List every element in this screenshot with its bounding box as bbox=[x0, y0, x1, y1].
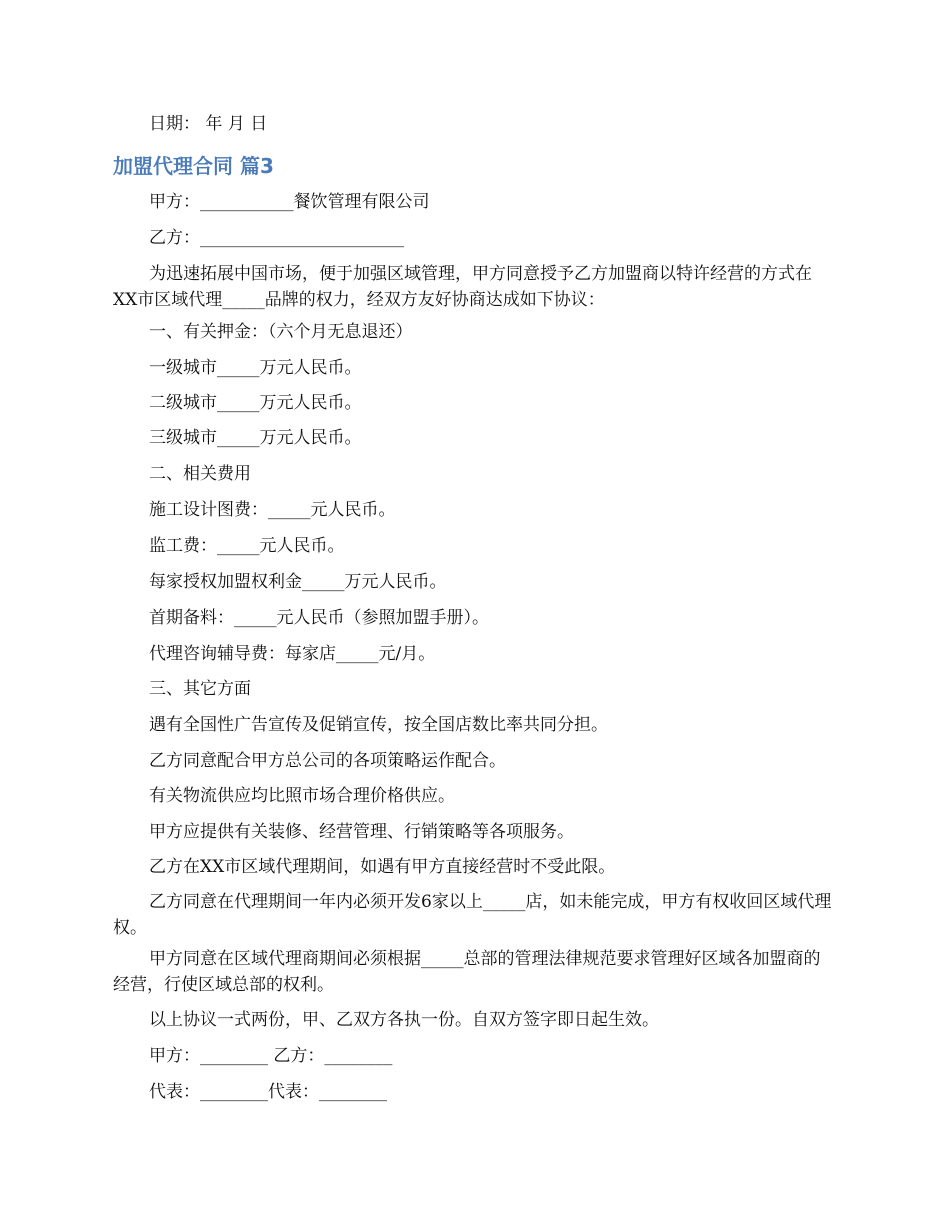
fees-title: 二、相关费用 bbox=[149, 464, 251, 484]
fee-item: 监工费：_____元人民币。 bbox=[149, 536, 345, 556]
date-line: 日期： 年 月 日 bbox=[149, 114, 268, 134]
intro-paragraph: 为迅速拓展中国市场，便于加强区域管理，甲方同意授予乙方加盟商以特许经营的方式在XX市区域代理_____品牌的权力，经双方友好协商达成如下协议： bbox=[113, 264, 812, 310]
deposit-title: 一、有关押金：（六个月无息退还） bbox=[149, 322, 413, 342]
deposit-item: 二级城市_____万元人民币。 bbox=[149, 393, 362, 413]
fee-item: 首期备料：_____元人民币（参照加盟手册）。 bbox=[149, 608, 489, 628]
fee-item: 代理咨询辅导费：每家店_____元/月。 bbox=[149, 644, 436, 664]
signature-parties-line: 甲方：________ 乙方：________ bbox=[149, 1046, 393, 1066]
other-item: 有关物流供应均比照市场合理价格供应。 bbox=[149, 786, 455, 806]
other-item: 乙方在XX市区域代理期间，如遇有甲方直接经营时不受此限。 bbox=[149, 857, 616, 877]
development-paragraph: 乙方同意在代理期间一年内必须开发6家以上_____店，如未能完成，甲方有权收回区域代理权。 bbox=[113, 892, 832, 938]
section-heading: 加盟代理合同 篇3 bbox=[113, 154, 274, 178]
deposit-item: 三级城市_____万元人民币。 bbox=[149, 428, 362, 448]
copies-line: 以上协议一式两份，甲、乙双方各执一份。自双方签字即日起生效。 bbox=[149, 1010, 659, 1030]
other-item: 遇有全国性广告宣传及促销宣传，按全国店数比率共同分担。 bbox=[149, 715, 608, 735]
other-title: 三、其它方面 bbox=[149, 679, 251, 699]
party-b-line: 乙方：________________________ bbox=[149, 228, 404, 248]
fee-item: 施工设计图费：_____元人民币。 bbox=[149, 500, 396, 520]
party-a-line: 甲方：___________餐饮管理有限公司 bbox=[149, 192, 430, 212]
fee-item: 每家授权加盟权利金_____万元人民币。 bbox=[149, 572, 447, 592]
other-item: 甲方应提供有关装修、经营管理、行销策略等各项服务。 bbox=[149, 822, 574, 842]
other-item: 乙方同意配合甲方总公司的各项策略运作配合。 bbox=[149, 751, 506, 771]
signature-representatives-line: 代表：________代表：________ bbox=[149, 1082, 387, 1102]
deposit-item: 一级城市_____万元人民币。 bbox=[149, 358, 362, 378]
management-paragraph: 甲方同意在区域代理商期间必须根据_____总部的管理法律规范要求管理好区域各加盟商的经营，行使区域总部的权利。 bbox=[113, 949, 821, 995]
